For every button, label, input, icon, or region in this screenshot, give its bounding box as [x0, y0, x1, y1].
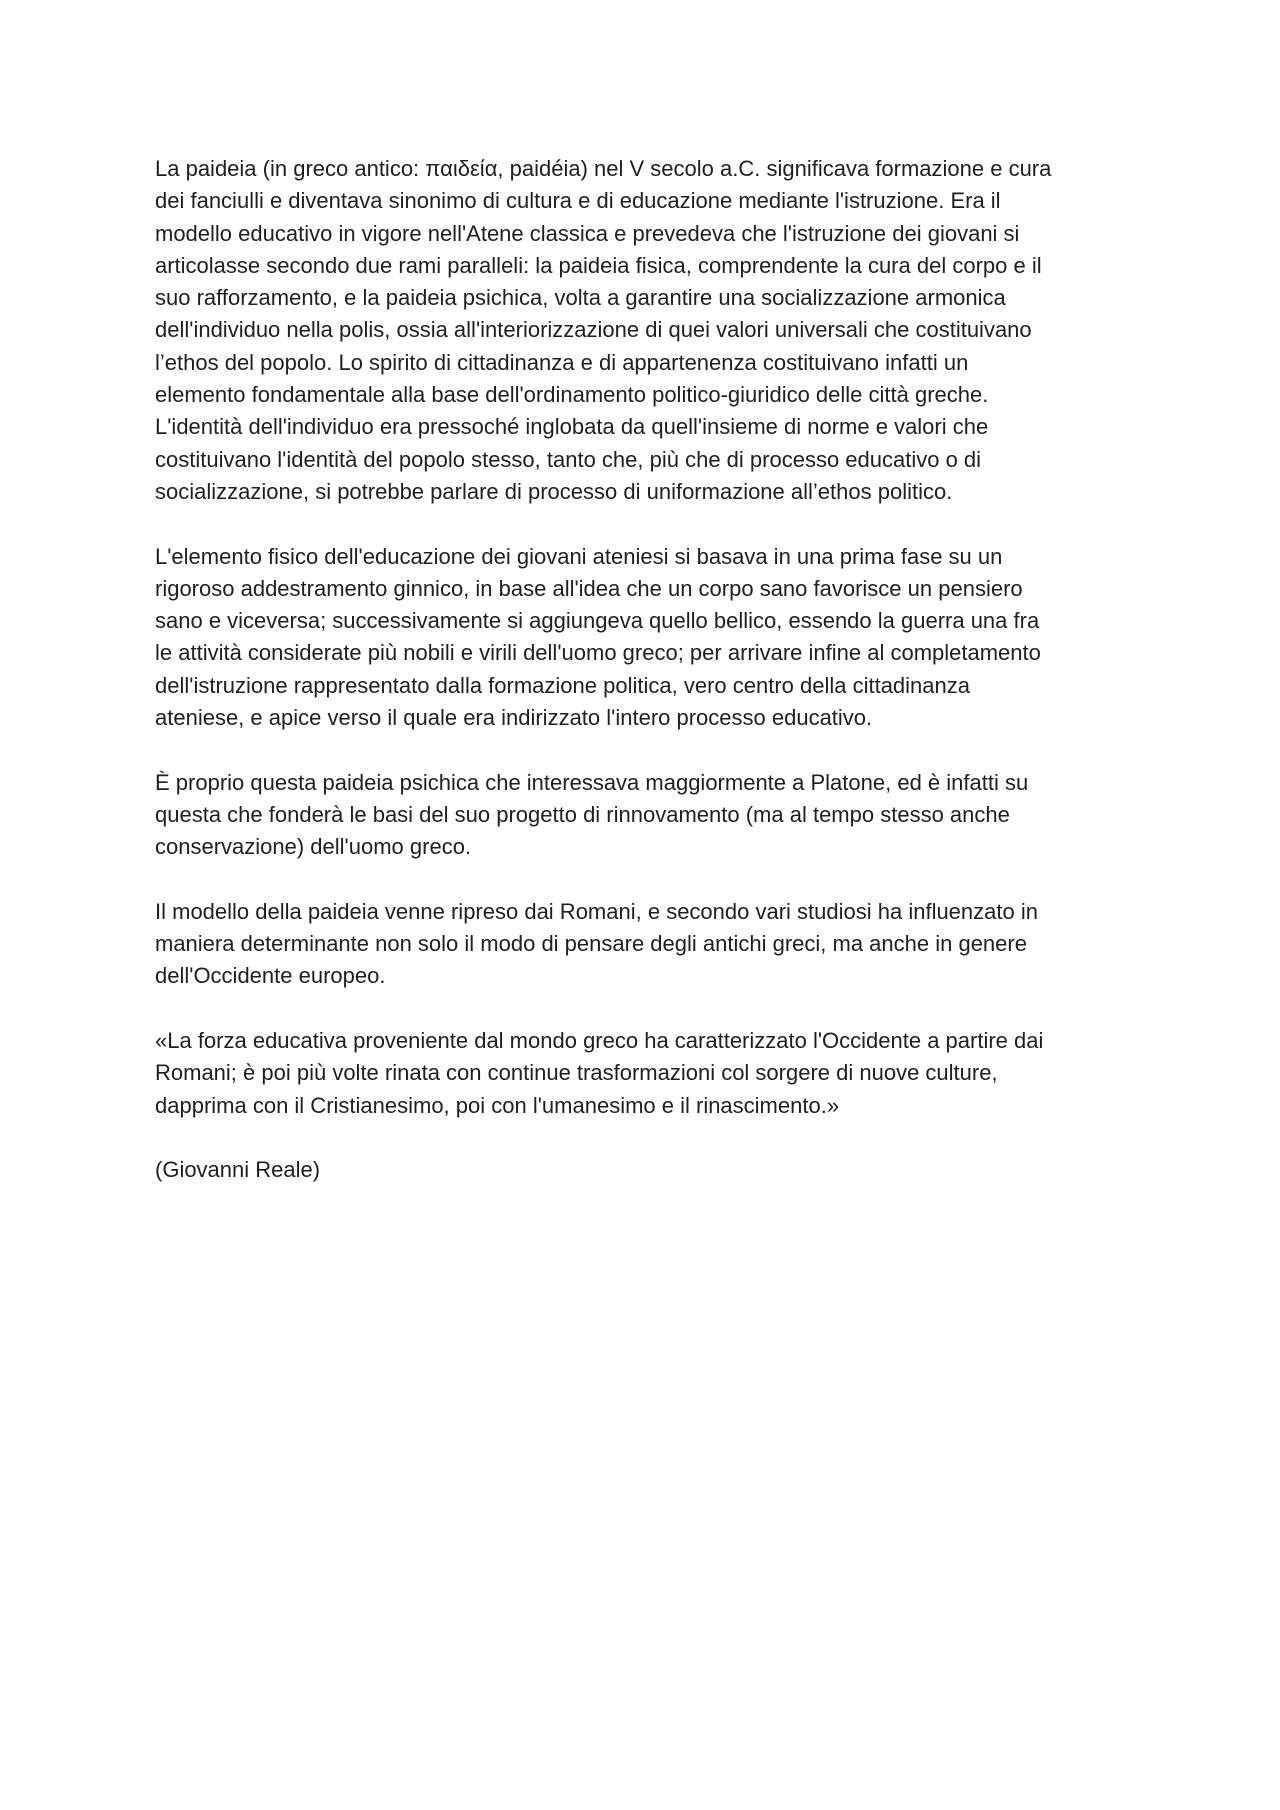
text-line: dapprima con il Cristianesimo, poi con l'umanesimo e il rinascimento.» — [155, 1092, 840, 1118]
text-line: modello educativo in vigore nell'Atene classica e prevedeva che l'istruzione dei giovani si — [155, 220, 1020, 246]
paragraph-physical-education — [155, 541, 1135, 735]
paragraph-attribution — [155, 1154, 1135, 1186]
text-line: articolasse secondo due rami paralleli: la paideia fisica, comprendente la cura del corpo e il — [155, 252, 1042, 278]
text-line: dell'istruzione rappresentato dalla formazione politica, vero centro della cittadinanza — [155, 672, 970, 698]
text-line: maniera determinante non solo il modo di pensare degli antichi greci, ma anche in genere — [155, 931, 1027, 957]
quote-attribution: (Giovanni Reale) — [155, 1157, 321, 1183]
text-line: le attività considerate più nobili e virili dell'uomo greco; per arrivare infine al completamento — [155, 640, 1041, 666]
text-line: elemento fondamentale alla base dell'ordinamento politico-giuridico delle città greche. — [155, 382, 989, 408]
text-line: sano e viceversa; successivamente si aggiungeva quello bellico, essendo la guerra una fra — [155, 608, 1040, 634]
text-line: dei fanciulli e diventava sinonimo di cultura e di educazione mediante l'istruzione. Era il — [155, 188, 1001, 214]
document-body — [155, 153, 1135, 1219]
paragraph-romani — [155, 896, 1135, 993]
text-line: socializzazione, si potrebbe parlare di processo di uniformazione all’ethos politico. — [155, 478, 953, 504]
text-line: «La forza educativa proveniente dal mondo greco ha caratterizzato l'Occidente a partire dai — [155, 1028, 1044, 1054]
paragraph-quote — [155, 1025, 1135, 1122]
text-line: Romani; è poi più volte rinata con continue trasformazioni col sorgere di nuove culture, — [155, 1060, 998, 1086]
text-line: suo rafforzamento, e la paideia psichica, volta a garantire una socializzazione armonica — [155, 285, 1006, 311]
text-line: L'identità dell'individuo era pressoché inglobata da quell'insieme di norme e valori che — [155, 414, 989, 440]
text-line: l’ethos del popolo. Lo spirito di cittadinanza e di appartenenza costituivano infatti un — [155, 349, 969, 375]
text-line: Il modello della paideia venne ripreso dai Romani, e secondo vari studiosi ha influenzato in — [155, 898, 1038, 924]
paragraph-platone — [155, 767, 1135, 864]
text-line: questa che fonderà le basi del suo progetto di rinnovamento (ma al tempo stesso anche — [155, 801, 1010, 827]
text-line: conservazione) dell'uomo greco. — [155, 834, 472, 860]
text-line: dell'Occidente europeo. — [155, 963, 386, 989]
text-line: costituivano l'identità del popolo stesso, tanto che, più che di processo educativo o di — [155, 446, 982, 472]
text-line: dell'individuo nella polis, ossia all'interiorizzazione di quei valori universali che costituivano — [155, 317, 1032, 343]
text-line: La paideia (in greco antico: παιδεία, paidéia) nel V secolo a.C. significava formazione e cura — [155, 156, 1052, 181]
text-line: ateniese, e apice verso il quale era indirizzato l'intero processo educativo. — [155, 705, 873, 731]
text-line: rigoroso addestramento ginnico, in base all'idea che un corpo sano favorisce un pensiero — [155, 575, 1023, 601]
paragraph-intro — [155, 153, 1135, 508]
text-line: È proprio questa paideia psichica che interessava maggiormente a Platone, ed è infatti su — [155, 769, 1029, 795]
text-line: L'elemento fisico dell'educazione dei giovani ateniesi si basava in una prima fase su un — [155, 543, 1003, 569]
